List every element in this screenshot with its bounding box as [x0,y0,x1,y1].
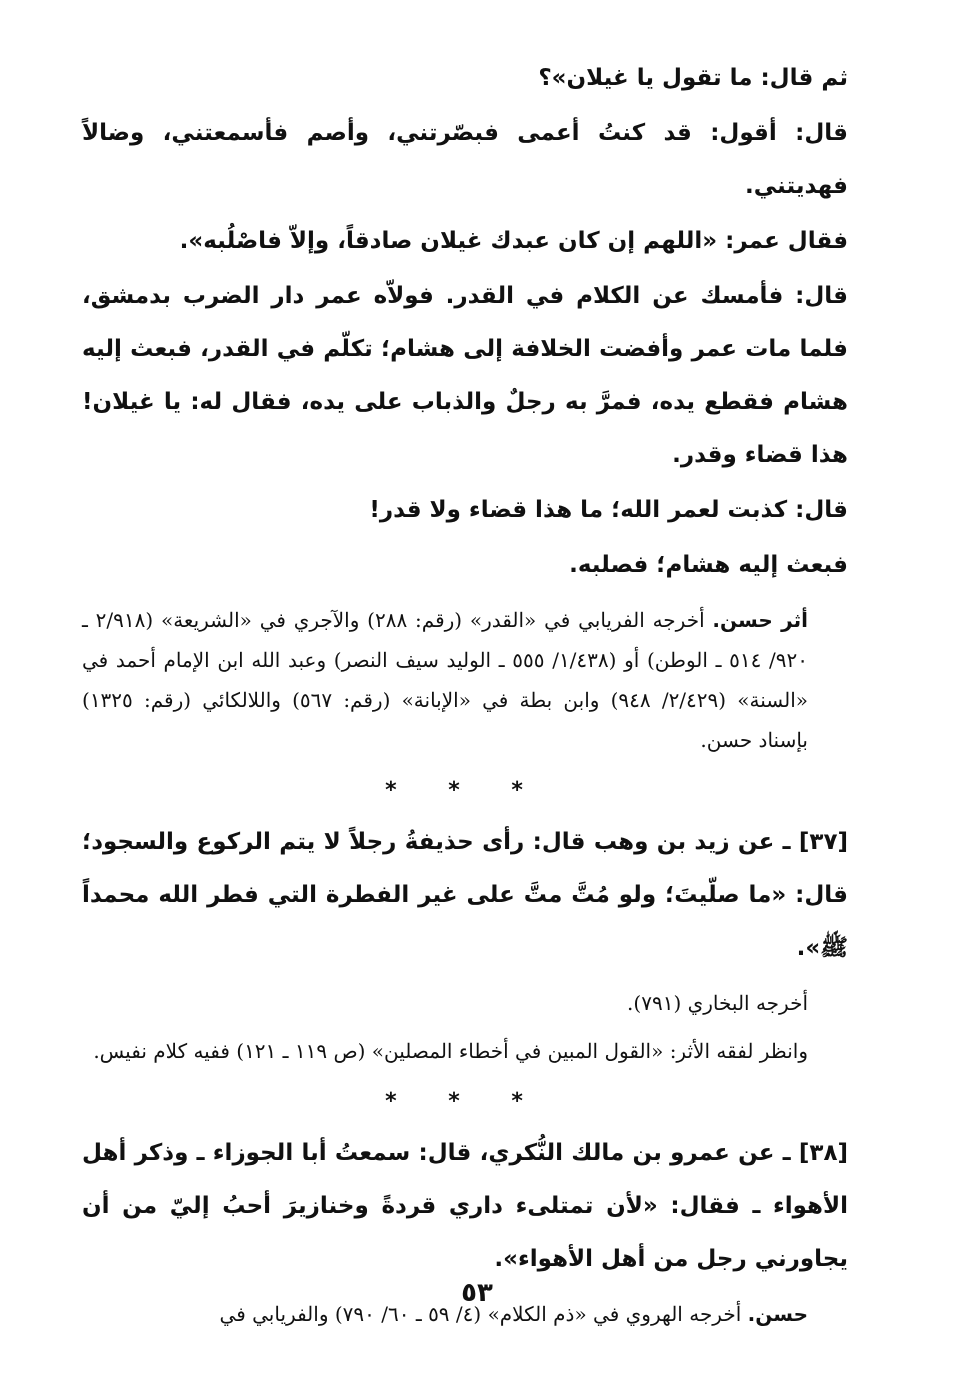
section-separator: * * * [385,778,545,803]
hadith-38: [٣٨] ـ عن عمرو بن مالك النُّكري، قال: سمعتُ أبا الجوزاء ـ وذكر أهل الأهواء ـ فقال: «لأن تمتلىء داري قردةً وخنازيرَ أحبُ إليّ من أن يجاورني رجل من أهل الأهواء». [82,1140,848,1272]
paragraph-ghaylan-answer: قال: أقول: قد كنتُ أعمى فبصّرتني، وأصم فأسمعتني، وضالاً فهديتني. [82,120,848,199]
hadith-37: [٣٧] ـ عن زيد بن وهب قال: رأى حذيفةُ رجلاً لا يتم الركوع والسجود؛ قال: «ما صلّيتَ؛ ولو مُتَّ متَّ على غير الفطرة التي فطر الله محمداً ﷺ». [82,829,848,961]
paragraph-crucifixion: فبعث إليه هشام؛ فصلبه. [569,552,848,578]
section-separator: * * * [385,1089,545,1114]
takhrij-text: أخرجه الهروي في «ذم الكلام» (٤/ ٥٩ ـ ٦٠/ ٧٩٠) والفريابي في [219,1302,748,1326]
footnote-takhrij-36 [82,600,848,760]
footnote-takhrij-37: أخرجه البخاري (٧٩١). [627,991,808,1015]
page-number: ٥٣ [461,1278,493,1308]
grading-label: حسن. [747,1302,808,1326]
grading-label: أثر حسن. [712,608,808,632]
paragraph-ghaylan-question: ثم قال: ما تقول يا غيلان»؟ [538,65,848,91]
takhrij-text: أخرجه الفريابي في «القدر» (رقم: ٢٨٨) والآجري في «الشريعة» (٢/٩١٨ ـ ٩٢٠/ ٥١٤ ـ الوطن) أو (١/٤٣٨/ ٥٥٥ ـ الوليد سيف النصر) وعبد الله ابن الإمام أحمد في «السنة» (٢/٤٢٩/ ٩٤٨) وابن بطة في «الإبانة» (رقم: ٥٦٧) واللالكائي (رقم: ١٣٢٥) بإسناد حسن. [82,608,808,752]
paragraph-hisham-story: قال: فأمسك عن الكلام في القدر. فولاّه عمر دار الضرب بدمشق، فلما مات عمر وأفضت الخلافة إلى هشام؛ تكلّم في القدر، فبعث إليه هشام فقطع يده، فمرَّ به رجلٌ والذباب على يده، فقال له: يا غيلان! هذا قضاء وقدر. [82,283,848,468]
footnote-fiqh-reference: وانظر لفقه الأثر: «القول المبين في أخطاء المصلين» (ص ١١٩ ـ ١٢١) ففيه كلام نفيس. [93,1039,808,1063]
paragraph-ghaylan-reply: قال: كذبت لعمر الله؛ ما هذا قضاء ولا قدر! [369,497,848,523]
paragraph-umar-prayer: فقال عمر: «اللهم إن كان عبدك غيلان صادقاً، وإلاّ فاصْلُبه». [179,228,848,254]
